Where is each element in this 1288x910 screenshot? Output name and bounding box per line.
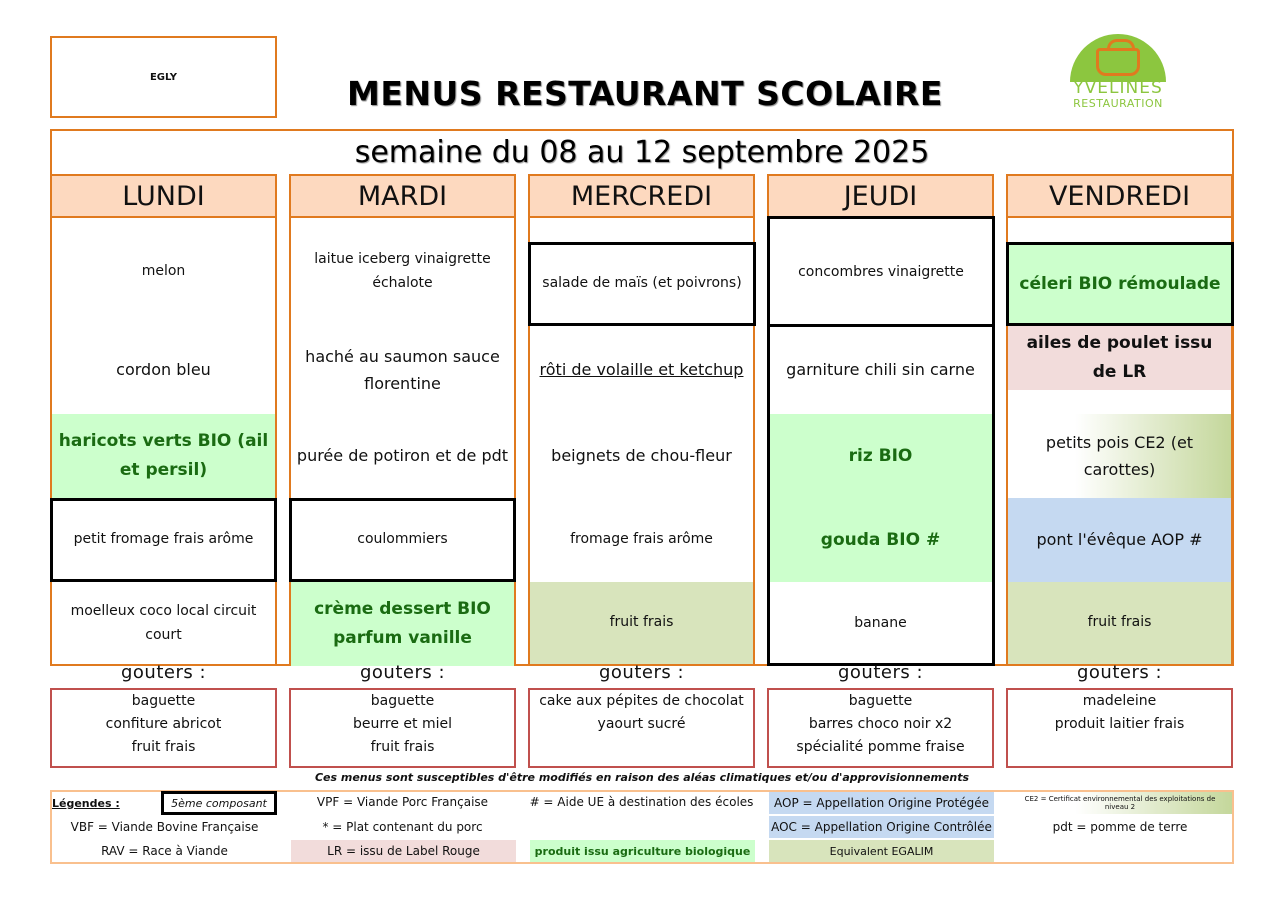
legend-bio: produit issu agriculture biologique [530,840,755,862]
menu-main: cordon bleu [116,360,211,380]
menu-side: petits pois CE2 (et carottes) [1008,414,1231,498]
menu-cheese: fromage frais arôme [570,531,713,548]
legend-aoc: AOC = Appellation Origine Contrôlée [769,816,994,838]
gouter-box-jeudi [767,688,994,768]
menu-side: beignets de chou-fleur [551,446,732,466]
menu-starter: laitue iceberg vinaigrette échalote [314,251,491,291]
gouter-item: produit laitier frais [1054,716,1185,732]
gouter-item: spécialité pomme fraise [796,739,965,755]
logo-text-line2: RESTAURATION [1073,97,1163,110]
gouter-label: gouters : [1076,662,1163,683]
day-header: JEUDI [767,174,994,218]
menu-dessert: fruit frais [1008,582,1231,664]
gouter-label: gouters : [359,662,446,683]
menu-dessert: crème dessert BIO parfum vanille [291,582,514,666]
yvelines-restauration-logo [1052,28,1182,118]
gouter-label: gouters : [120,662,207,683]
day-header: MERCREDI [528,174,755,218]
menu-main: garniture chili sin carne [786,360,975,380]
gouter-item: barres choco noir x2 [808,716,953,732]
legend-vbf: VBF = Viande Bovine Française [70,820,259,834]
menu-dessert: banane [854,615,907,632]
menu-main: haché au saumon sauce florentine [305,346,500,393]
legend-aop: AOP = Appellation Origine Protégée [769,792,994,814]
menu-cheese: coulommiers [289,498,516,582]
gouter-item: baguette [131,693,196,709]
page-title: MENUS RESTAURANT SCOLAIRE [347,73,943,113]
menu-cheese: pont l'évêque AOP # [1008,498,1231,582]
menu-starter: céleri BIO rémoulade [1006,242,1234,326]
jeudi-highlight-frame [767,324,995,666]
gouter-box-mardi [289,688,516,768]
day-header: MARDI [289,174,516,218]
legend-vpf: VPF = Viande Porc Française [316,795,489,809]
gouter-box-mercredi [528,688,755,768]
menu-cheese: gouda BIO # [767,498,994,582]
menu-side: riz BIO [767,414,994,498]
gouter-item: yaourt sucré [597,716,686,732]
week-title: semaine du 08 au 12 septembre 2025 [354,134,930,170]
gouter-item: madeleine [1082,693,1157,709]
legend-egalim: Equivalent EGALIM [769,840,994,862]
menu-dessert: fruit frais [530,582,753,664]
gouter-item: confiture abricot [105,716,222,732]
disclaimer: Ces menus sont susceptibles d'être modifiés en raison des aléas climatiques et/ou d'approvisionnements [314,771,970,784]
gouter-label: gouters : [598,662,685,683]
menu-starter: melon [141,263,186,280]
gouter-item: baguette [848,693,913,709]
menu-cheese: petit fromage frais arôme [50,498,277,582]
school-name-box [50,36,277,118]
menu-main [528,326,755,414]
menu-main: ailes de poulet issu de LR [1008,326,1231,390]
menu-starter: salade de maïs (et poivrons) [528,242,756,326]
gouter-item: fruit frais [370,739,435,755]
gouter-item: cake aux pépites de chocolat [539,693,744,709]
legend-ce2: CE2 = Certificat environnemental des exploitations de niveau 2 [1008,792,1232,814]
day-header: LUNDI [50,174,277,218]
legend-label-rouge: LR = issu de Label Rouge [291,840,516,862]
menu-main-text: rôti de volaille et ketchup [539,360,744,380]
legend-rav: RAV = Race à Viande [101,844,228,858]
legend-fifth-component: 5ème composant [161,791,277,815]
cooking-pot-icon [1096,48,1140,76]
menu-starter: concombres vinaigrette [767,216,995,326]
legend-title: Légendes : [52,796,120,810]
legend-pdt: pdt = pomme de terre [1052,820,1188,834]
gouter-label: gouters : [837,662,924,683]
gouter-box-vendredi [1006,688,1233,768]
day-header: VENDREDI [1006,174,1233,218]
menu-side: purée de potiron et de pdt [296,446,509,466]
gouter-item: baguette [370,693,435,709]
gouter-item: beurre et miel [353,716,452,732]
legend-aide-ue: # = Aide UE à destination des écoles [529,795,754,809]
menu-side: haricots verts BIO (ail et persil) [52,414,275,498]
gouter-box-lundi [50,688,277,768]
legend-porc: * = Plat contenant du porc [322,820,483,834]
gouter-item: fruit frais [131,739,196,755]
menu-dessert: moelleux coco local circuit court [70,603,257,643]
school-name: EGLY [149,71,178,83]
logo-text-line1: YVELINES [1073,78,1163,98]
